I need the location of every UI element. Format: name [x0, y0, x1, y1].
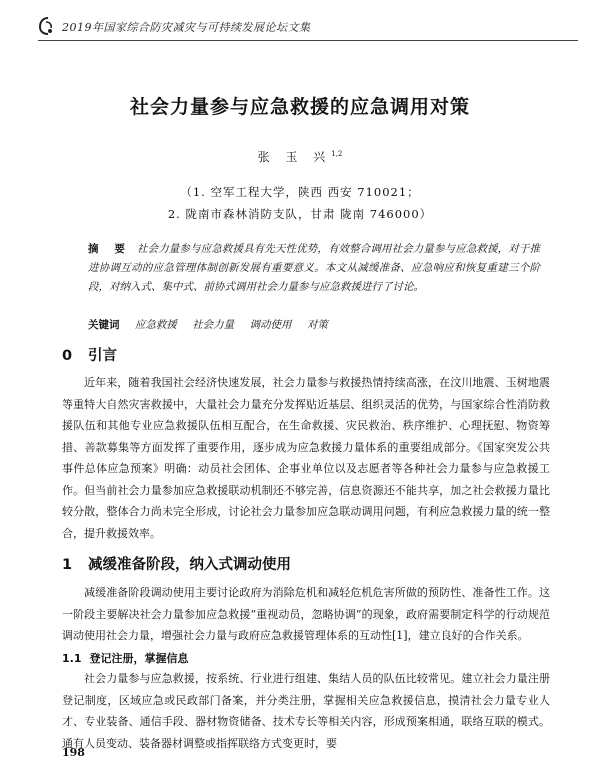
- author-line: [0, 148, 600, 165]
- keywords-label: 关键词: [88, 319, 120, 331]
- author-name: 张 玉 兴: [257, 150, 332, 164]
- paragraph: 近年来，随着我国社会经济快速发展，社会力量参与救援热情持续高涨，在汶川地震、玉树地震等重特大自然灾害救援中，大量社会力量充分发挥贴近基层、组织灵活的优势，与国家综合性消防救援队伍和其他专业应急救援队伍相互配合，在生命救援、灾民救治、秩序维护、心理抚慰、物资筹措、善款募集等方面发挥了重要作用，逐步成为应急救援力量体系的重要组成部分。《国家突发公共事件总体应急预案》明确：动员社会团体、企事业单位以及志愿者等各种社会力量参与应急救援工作。但当前社会力量参加应急救援联动机制还不够完善，信息资源还不能共享，加之社会救援力量比较分散，整体合力尚未完全形成，讨论社会力量参加应急联动调用问题，有利应急救援力量的统一整合，提升救援效率。: [62, 376, 550, 540]
- paragraph: 减缓准备阶段调动使用主要讨论政府为消除危机和减轻危机危害所做的预防性、准备性工作。这一阶段主要解决社会力量参加应急救援“重视动员，忽略协调”的现象，政府需要制定科学的行动规范调动使用社会力量，增强社会力量与政府应急救援管理体系的互动性[1]，建立良好的合作关系。: [62, 586, 550, 642]
- section-title: 引言: [88, 348, 117, 364]
- abstract-label: 摘 要: [88, 243, 131, 255]
- subsection-number: 1.1: [62, 652, 82, 665]
- keyword-item: 调动使用: [249, 319, 292, 331]
- author-affiliation-marks: 1,2: [331, 150, 343, 158]
- abstract-text: 社会力量参与应急救援具有先天性优势，有效整合调用社会力量参与应急救援，对于推进协调互动的应急管理体制创新发展有重要意义。本文从减缓准备、应急响应和恢复重建三个阶段，对纳入式、集中式、前协式调用社会力量参与应急救援进行了讨论。: [88, 243, 541, 293]
- abstract: [88, 240, 540, 297]
- keywords: [88, 317, 540, 332]
- section-number: 0: [62, 348, 73, 364]
- paper-title: 社会力量参与应急救援的应急调用对策: [129, 96, 470, 118]
- keyword-item: 对策: [306, 319, 328, 331]
- page-number: 198: [62, 746, 85, 759]
- conference-logo-icon: [38, 16, 58, 36]
- section-title: 减缓准备阶段，纳入式调动使用: [88, 557, 291, 573]
- affiliation-2: 2. 陇南市森林消防支队，甘肃 陇南 746000）: [167, 207, 433, 221]
- section-number: 1: [62, 557, 73, 573]
- keyword-item: 应急救援: [134, 319, 177, 331]
- section-1-body: [62, 582, 550, 647]
- running-header: [38, 14, 578, 41]
- section-0-body: [62, 372, 550, 544]
- running-title: 2019年国家综合防灾减灾与可持续发展论坛文集: [62, 21, 311, 34]
- subsection-title: 登记注册，掌握信息: [89, 652, 189, 665]
- section-heading-0: [62, 344, 117, 365]
- affiliation-1: （1. 空军工程大学，陕西 西安 710021；: [180, 185, 420, 199]
- keyword-item: 社会力量: [192, 319, 235, 331]
- subsection-1-1-body: [62, 668, 550, 754]
- paragraph: 社会力量参与应急救援，按系统、行业进行组建、集结人员的队伍比较常见。建立社会力量注册登记制度，区域应急或民政部门备案，并分类注册，掌握相关应急救援信息，摸清社会力量专业人才、专业装备、通信手段、器材物资储备、技术专长等相关内容，形成预案相通，联络互联的模式。通有人员变动、装备器材调整或指挥联络方式变更时，要: [62, 672, 550, 750]
- subsection-heading-1-1: [62, 650, 189, 666]
- section-heading-1: [62, 553, 291, 574]
